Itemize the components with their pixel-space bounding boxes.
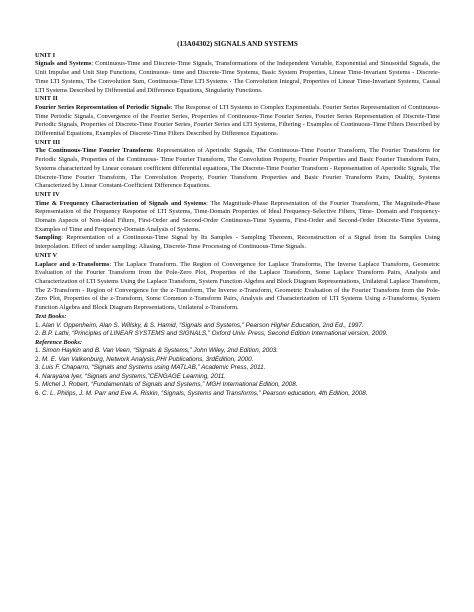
item-text: Michel J. Robert, “Fundamentals of Signals and Systems,” MGH International Edition, 2008. [42,381,298,389]
unit-heading: UNIT II [35,95,58,103]
unit-body [35,60,440,95]
reference-books-list [35,347,440,398]
text-books-section [35,313,440,339]
unit-heading: UNIT I [35,51,56,59]
item-number: 2. [35,330,41,338]
item-text: B.P. Lathi, “Principles of LINEAR SYSTEMS and SIGNALS,” Oxford Univ. Press, Second Edition International version, 2009. [42,330,388,338]
unit-heading: UNIT V [35,251,58,259]
list-item [35,364,440,373]
list-item [35,347,440,356]
unit-body [35,261,440,313]
list-item [35,373,440,382]
unit-body [35,104,440,139]
unit-4-section [35,191,440,252]
unit-heading: UNIT IV [35,190,60,198]
item-number: 6. [35,389,41,397]
item-text: Alan V. Oppenheim, Alan S. Willsky, & S. Hamid, “Signals and Systems,” Pearson Higher Education, 2nd Ed., 1997. [41,321,364,329]
unit-body [35,234,440,251]
unit-heading: UNIT III [35,138,61,146]
list-item [35,390,440,399]
topic-title: Laplace and z-Transforms [35,260,110,268]
text-books-heading: Text Books: [35,312,67,320]
text-books-list [35,322,440,339]
topic-text: : Representation of Aperiodic Signals, The Continuous-Time Fourier Transform, The Fourier Transform for Periodic Signals, Properties of the Continuous- Time Fourier Transform, The Convolution Property, Fourier Properties and Basic Fourier Transform Pairs, Systems characterized by Linear constant coefficient differential equations, The Discrete-Time Fourier Transform - Representation of Aperiodic Signals, The Discrete-Time Fourier Transform, The Convolution Property, Fourier Transform Properties and Basic Fourier Transform Pairs, Duality, Systems Characterized by Linear Constant-Coefficient Difference Equations. [35,147,440,190]
list-item [35,330,440,339]
reference-books-heading: Reference Books: [35,338,83,346]
reference-books-section [35,339,440,399]
topic-text: : The Response of LTI Systems to Complex Exponentials. Fourier Series Representation of Continuous-Time Periodic Signals, Convergence of the Fourier Series, Properties of Continuous-Time Fourier Series, Fourier Series Representation of Discrete-Time Periodic Signals, Properties of Discrete-Time Fourier Series, Fourier Series and LTI Systems, Filtering - Examples of Continuous-Time Filters Described by Differential Equations, Examples of Discrete-Time Filters Described by Difference Equations. [35,103,440,138]
item-text: M. E. Van Valkenburg, Network Analysis,PHI Publications, 3rdEdition, 2000. [42,355,254,363]
list-item [35,322,440,331]
item-text: Simon Haykin and B. Van Veen, “Signals & Systems,” John Wiley, 2nd Edition, 2003. [42,347,278,355]
item-text: C. L. Philips, J. M. Parr and Eve A. Riskin, “Signals, Systems and Transforms,” Pearson education, 4th Edition, 2008. [42,389,368,397]
item-number: 1. [35,321,41,329]
topic-text: : Continuous-Time and Discrete-Time Signals, Transformations of the Independent Variable, Exponential and Sinusoidal Signals, the Unit Impulse and Unit Step Functions, Continuous- time and Discrete-Time Systems, Basic System Properties, Linear Time-Invariant Systems - Discrete-Time LTI Systems, The Convolution Sum, Continuous-Time LTI Systems - The Convolution Integral, Properties of Linear Time-Invariant Systems, Causal LTI Systems Described by Differential and Difference Equations, Singularity Functions. [35,60,440,94]
unit-5-section [35,252,440,313]
topic-text: : Representation of a Continuous-Time Signal by Its Samples - Sampling Theorem, Reconstruction of a Signal from Its Samples Using Interpolation. Effect of under sampling: Aliasing, Discrete-Time Processing of Continuous-Time Signals. [35,234,440,251]
page-title: (13A04302) SIGNALS AND SYSTEMS [177,40,298,48]
topic-title: Time & Frequency Characterization of Signals and Systems [35,199,207,207]
topic-text: : The Laplace Transform. The Region of Convergence for Laplace Transforms, The Inverse Laplace Transform, Geometric Evaluation of the Fourier Transform from the Pole-Zero Plot, Properties of the Laplace Transform, Some Laplace Transform Pairs, Analysis and Characterization of LTI Systems Using the Laplace Transform, System Function Algebra and Block Diagram Representations, Unilateral Laplace Transform, The Z-Transform - Region of Convergence for the z-Transform, The Inverse z-Transform, Geometric Evaluation of the Fourier Transform from the Pole-Zero Plot, Properties of the z-Transform, Some Common z-Transform Pairs, Analysis and Characterization of LTI Systems Using z-Transforms, System Function Algebra and Block Diagram Representations, Unilateral z-Transform. [35,260,440,312]
list-item [35,356,440,365]
item-text: Luis F. Chaparro, “Signals and Systems using MATLAB,” Academic Press, 2011. [42,364,266,372]
topic-text: : The Magnitude-Phase Representation of the Fourier Transform, The Magnitude-Phase Representation of the Frequency Response of LTI Systems, Time-Domain Properties of Ideal Frequency-Selective Filters, Time- Domain and Frequency-Domain Aspects of Non-ideal Filters, First-Order and Second-Order Continuous-Time Systems, First-Order and Second-Order Discrete-Time Systems, Examples of Time and Frequency-Domain Analysis of Systems. [35,199,441,233]
topic-title: Sampling [35,234,62,242]
topic-title: Fourier Series Representation of Periodic Signals [35,103,171,111]
topic-title: Signals and Systems [35,60,92,68]
item-text: Narayana Iyer, “Signals and Systems,”CENGAGE Learning, 2011. [42,372,226,380]
unit-3-section [35,139,440,191]
item-number: 1. [35,347,41,355]
item-number: 4. [35,372,41,380]
item-number: 5. [35,381,41,389]
item-number: 2. [35,355,41,363]
unit-body [35,147,440,191]
topic-title: The Continuous-Time Fourier Transform [35,147,152,155]
unit-2-section [35,95,440,139]
list-item [35,381,440,390]
unit-1-section [35,52,440,96]
item-number: 3. [35,364,41,372]
unit-body [35,200,440,235]
